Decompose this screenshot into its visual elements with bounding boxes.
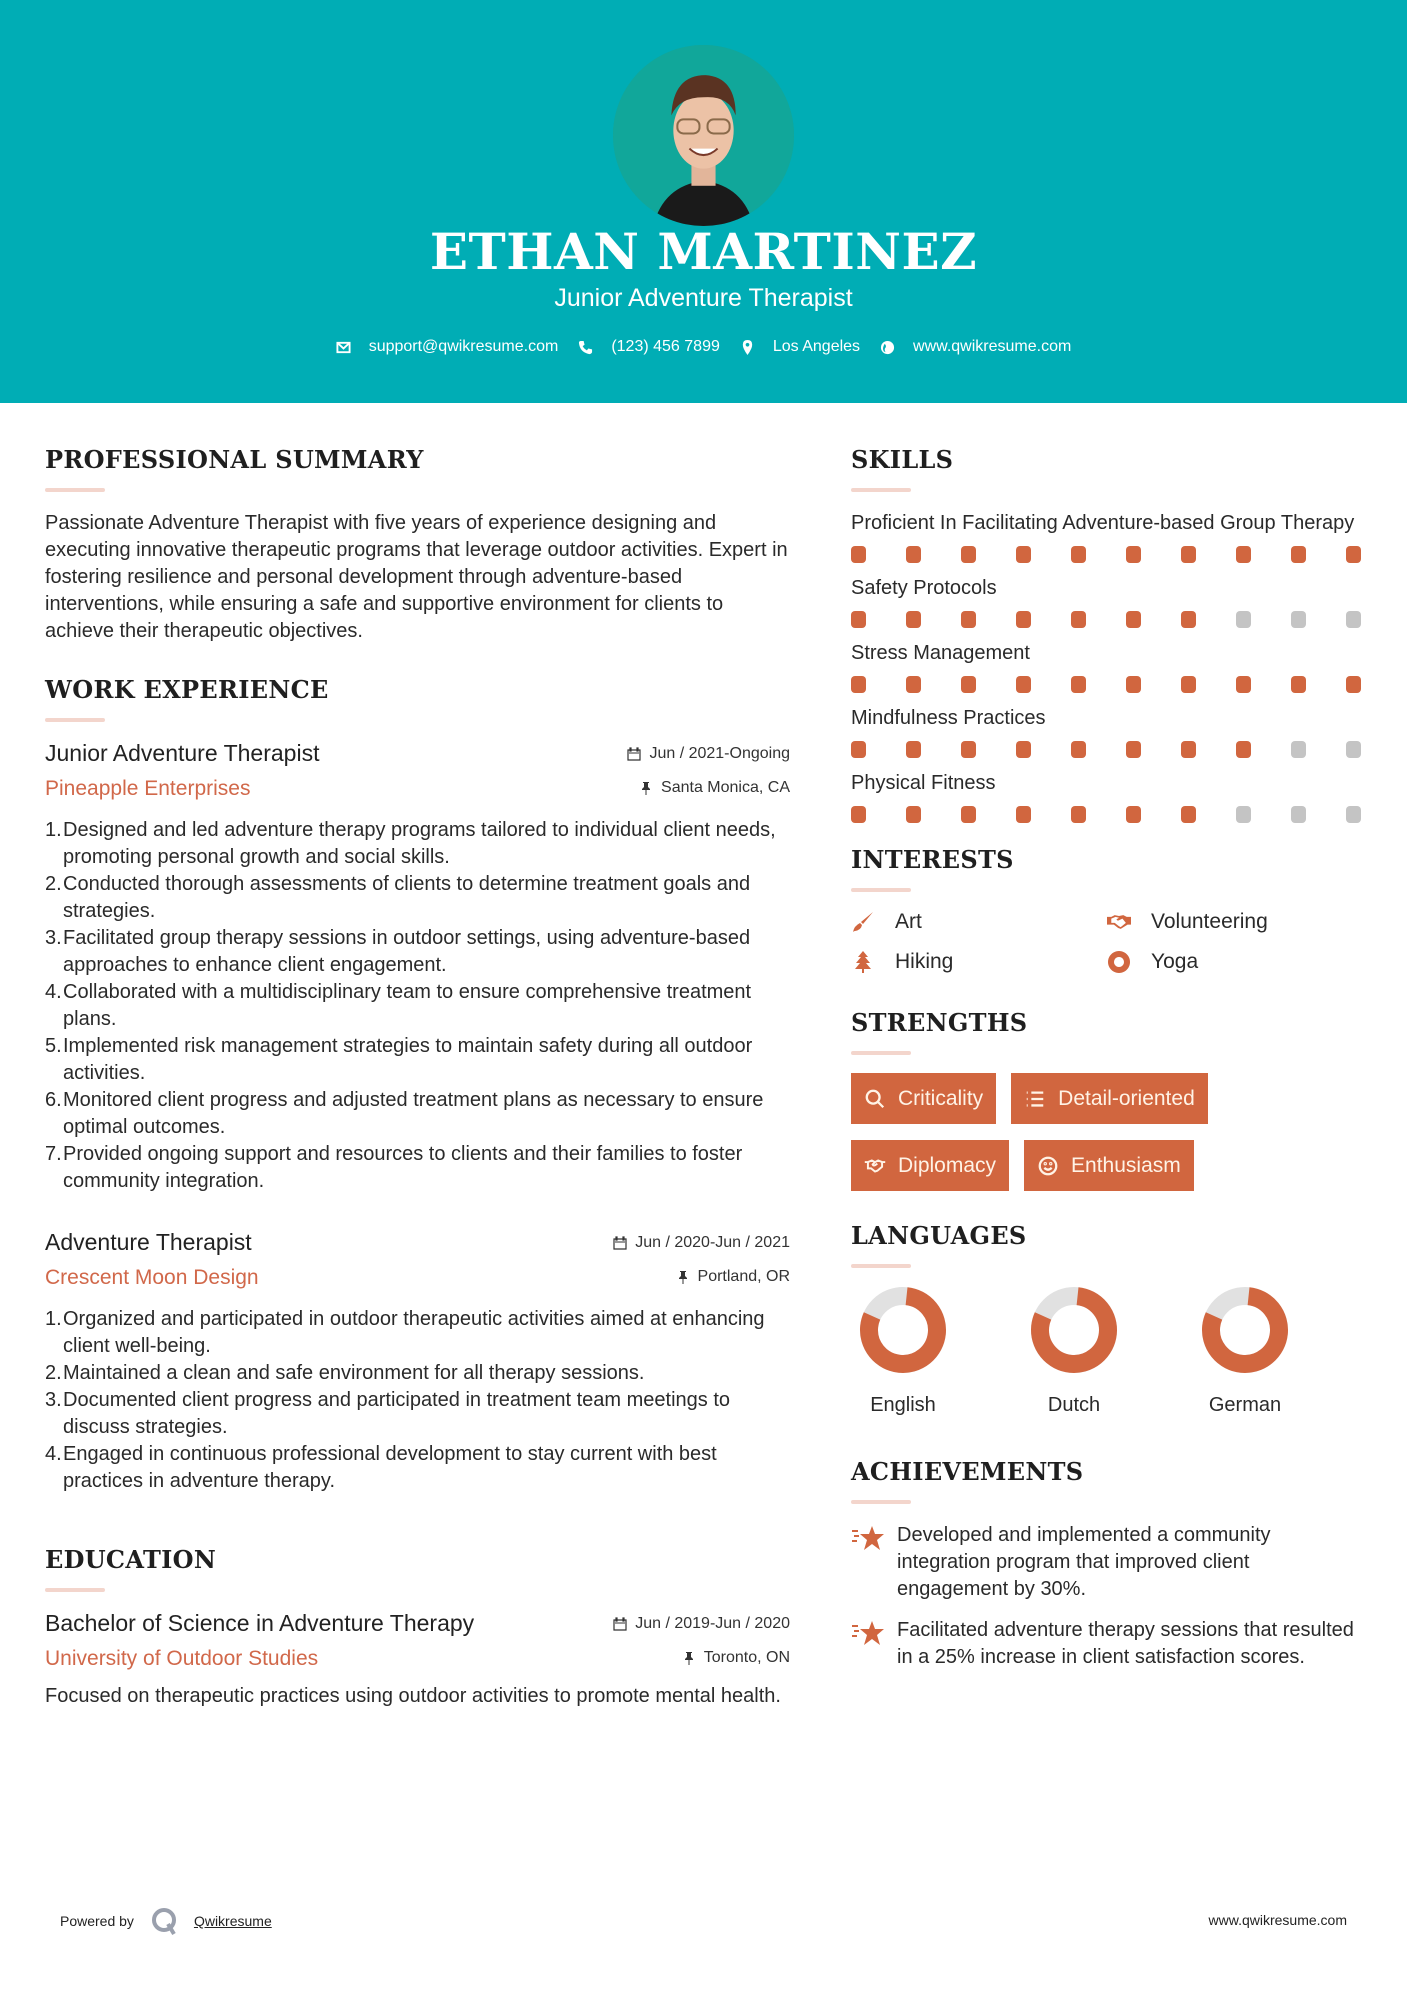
qwikresume-logo-icon xyxy=(150,1906,180,1936)
interests-heading: INTERESTS xyxy=(851,845,1014,874)
language-name: English xyxy=(870,1394,936,1416)
rating-dot xyxy=(1236,611,1251,628)
education-heading: EDUCATION xyxy=(45,1545,217,1574)
strength-badge: Diplomacy xyxy=(851,1140,1009,1191)
rating-dot xyxy=(1346,611,1361,628)
pushpin-icon xyxy=(639,781,653,795)
rating-dot xyxy=(1181,546,1196,563)
contact-phone-text: (123) 456 7899 xyxy=(611,338,720,355)
rating-dot xyxy=(1181,806,1196,823)
footer xyxy=(0,1900,1407,1940)
map-pin-icon xyxy=(740,340,755,355)
contact-bar xyxy=(0,338,1407,356)
rating-dot xyxy=(1126,611,1141,628)
rating-dot xyxy=(1181,611,1196,628)
interest-item: Hiking xyxy=(851,950,1107,974)
experience-section xyxy=(45,675,790,1495)
list-icon xyxy=(1024,1088,1046,1110)
rating-dot xyxy=(1126,676,1141,693)
list-item: 4. Engaged in continuous professional development to stay current with best practices in adventure therapy. xyxy=(45,1443,717,1492)
language-item xyxy=(1193,1286,1364,1417)
language-donut-chart xyxy=(1030,1286,1118,1374)
section-divider xyxy=(851,1051,911,1055)
rating-dot xyxy=(906,741,921,758)
rating-dot xyxy=(1346,741,1361,758)
rating-dot xyxy=(1181,676,1196,693)
calendar-icon xyxy=(613,1617,627,1631)
section-divider xyxy=(45,488,105,492)
skill-rating xyxy=(851,741,1366,758)
rating-dot xyxy=(1236,546,1251,563)
rating-dot xyxy=(961,676,976,693)
skill-rating xyxy=(851,546,1366,563)
skill-name: Mindfulness Practices xyxy=(851,707,1046,729)
job-responsibilities xyxy=(45,1306,790,1495)
strength-badge: Detail-oriented xyxy=(1011,1073,1208,1124)
list-item: 7. Provided ongoing support and resources to clients and their families to foster community integration. xyxy=(45,1143,743,1192)
pushpin-icon xyxy=(676,1270,690,1284)
job-dates: Jun / 2021-Ongoing xyxy=(627,745,790,763)
list-item: 5. Implemented risk management strategies to maintain safety during all outdoor activities. xyxy=(45,1035,753,1084)
job-title: Adventure Therapist xyxy=(45,1229,252,1255)
smile-icon xyxy=(1037,1155,1059,1177)
education-location: Toronto, ON xyxy=(682,1649,790,1667)
rating-dot xyxy=(851,546,866,563)
achievement-item: Developed and implemented a community integration program that improved client engagement by 30%. xyxy=(851,1522,1366,1603)
rating-dot xyxy=(961,611,976,628)
section-divider xyxy=(45,718,105,722)
rating-dot xyxy=(1291,546,1306,563)
job-entry xyxy=(45,1229,790,1495)
language-item xyxy=(1022,1286,1193,1417)
summary-section xyxy=(45,445,790,645)
job-entry xyxy=(45,740,790,1195)
rating-dot xyxy=(1016,676,1031,693)
skill-name: Stress Management xyxy=(851,642,1030,664)
globe-icon xyxy=(880,340,895,355)
list-item: 3. Documented client progress and participated in treatment team meetings to discuss strategies. xyxy=(45,1389,731,1438)
rating-dot xyxy=(906,611,921,628)
contact-location-text: Los Angeles xyxy=(772,338,861,355)
contact-phone[interactable] xyxy=(578,338,720,356)
skills-heading: SKILLS xyxy=(851,445,954,474)
rating-dot xyxy=(1126,546,1141,563)
star-achievement-icon xyxy=(851,1619,885,1647)
achievement-item: Facilitated adventure therapy sessions that resulted in a 25% increase in client satisfaction scores. xyxy=(851,1617,1366,1671)
skill-name: Physical Fitness xyxy=(851,772,996,794)
company-name: Crescent Moon Design xyxy=(45,1266,259,1289)
footer-website[interactable]: www.qwikresume.com xyxy=(1208,1912,1347,1928)
left-column xyxy=(45,445,790,1710)
languages-heading: LANGUAGES xyxy=(851,1221,1027,1250)
rating-dot xyxy=(1071,806,1086,823)
rating-dot xyxy=(1236,741,1251,758)
skill-rating xyxy=(851,611,1366,628)
list-item: 6. Monitored client progress and adjusted treatment plans as necessary to ensure optimal outcomes. xyxy=(45,1089,764,1138)
rating-dot xyxy=(1016,611,1031,628)
rating-dot xyxy=(961,806,976,823)
summary-heading: PROFESSIONAL SUMMARY xyxy=(45,445,424,474)
section-divider xyxy=(851,488,911,492)
strengths-section xyxy=(851,1008,1366,1191)
rating-dot xyxy=(1236,806,1251,823)
language-name: Dutch xyxy=(1047,1394,1101,1416)
language-name: German xyxy=(1208,1394,1282,1416)
strength-badge: Enthusiasm xyxy=(1024,1140,1194,1191)
company-name: Pineapple Enterprises xyxy=(45,777,251,800)
job-title: Junior Adventure Therapist xyxy=(45,740,320,766)
rating-dot xyxy=(906,806,921,823)
tree-icon xyxy=(851,950,875,974)
handshake-icon xyxy=(864,1155,886,1177)
rating-dot xyxy=(1346,546,1361,563)
list-item: 4. Collaborated with a multidisciplinary team to ensure comprehensive treatment plans. xyxy=(45,981,752,1030)
list-item: 3. Facilitated group therapy sessions in outdoor settings, using adventure-based approaches to enhance client engagement. xyxy=(45,927,751,976)
strengths-heading: STRENGTHS xyxy=(851,1008,1028,1037)
qwikresume-link[interactable]: Qwikresume xyxy=(193,1913,272,1929)
education-dates: Jun / 2019-Jun / 2020 xyxy=(613,1615,790,1633)
envelope-icon xyxy=(336,340,351,355)
job-dates: Jun / 2020-Jun / 2021 xyxy=(613,1234,790,1252)
rating-dot xyxy=(1016,806,1031,823)
skill-name: Proficient In Facilitating Adventure-based Group Therapy xyxy=(851,512,1355,534)
list-item: 2. Maintained a clean and safe environment for all therapy sessions. xyxy=(45,1362,645,1384)
interest-item: Art xyxy=(851,910,1107,934)
lifebuoy-icon xyxy=(1107,950,1131,974)
section-divider xyxy=(851,888,911,892)
calendar-icon xyxy=(613,1236,627,1250)
interest-item: Yoga xyxy=(1107,950,1363,974)
rating-dot xyxy=(1071,741,1086,758)
rating-dot xyxy=(851,676,866,693)
skill-item xyxy=(851,575,1366,628)
interest-item: Volunteering xyxy=(1107,910,1363,934)
language-donut-chart xyxy=(1201,1286,1289,1374)
rating-dot xyxy=(961,741,976,758)
education-section xyxy=(45,1545,790,1710)
rating-dot xyxy=(851,611,866,628)
rating-dot xyxy=(1071,611,1086,628)
list-item: 1. Organized and participated in outdoor therapeutic activities aimed at enhancing client well-being. xyxy=(45,1308,765,1357)
powered-by: Powered by Qwikresume xyxy=(60,1906,272,1936)
skill-item xyxy=(851,705,1366,758)
list-item: 2. Conducted thorough assessments of clients to determine treatment goals and strategies. xyxy=(45,873,751,922)
rating-dot xyxy=(851,806,866,823)
experience-heading: WORK EXPERIENCE xyxy=(45,675,329,704)
section-divider xyxy=(851,1500,911,1504)
rating-dot xyxy=(1126,806,1141,823)
section-divider xyxy=(851,1264,911,1268)
search-icon xyxy=(864,1088,886,1110)
strength-badge: Criticality xyxy=(851,1073,996,1124)
strengths-list xyxy=(851,1073,1311,1191)
contact-email[interactable] xyxy=(336,338,559,356)
languages-section xyxy=(851,1221,1366,1417)
contact-website[interactable] xyxy=(880,338,1071,356)
languages-list xyxy=(851,1286,1366,1417)
contact-email-text: support@qwikresume.com xyxy=(368,338,559,355)
candidate-name: ETHAN MARTINEZ xyxy=(429,222,978,281)
job-responsibilities xyxy=(45,817,790,1195)
education-description: Focused on therapeutic practices using outdoor activities to promote mental health. xyxy=(45,1685,781,1707)
rating-dot xyxy=(906,676,921,693)
paintbrush-icon xyxy=(851,910,875,934)
avatar-illustration xyxy=(613,45,794,226)
rating-dot xyxy=(1291,806,1306,823)
interests-section xyxy=(851,845,1366,974)
skill-item xyxy=(851,510,1366,563)
calendar-icon xyxy=(627,747,641,761)
skill-rating xyxy=(851,676,1366,693)
school-name: University of Outdoor Studies xyxy=(45,1647,319,1670)
degree-title: Bachelor of Science in Adventure Therapy xyxy=(45,1610,475,1636)
rating-dot xyxy=(1181,741,1196,758)
job-location: Santa Monica, CA xyxy=(639,779,790,797)
language-donut-chart xyxy=(859,1286,947,1374)
list-item: 1. Designed and led adventure therapy programs tailored to individual client needs, promoting personal growth and social skills. xyxy=(45,819,776,868)
skill-name: Safety Protocols xyxy=(851,577,997,599)
rating-dot xyxy=(1346,676,1361,693)
rating-dot xyxy=(1016,741,1031,758)
contact-location xyxy=(740,338,860,356)
rating-dot xyxy=(1071,676,1086,693)
interests-list xyxy=(851,910,1366,974)
pushpin-icon xyxy=(682,1651,696,1665)
achievements-section xyxy=(851,1457,1366,1671)
rating-dot xyxy=(851,741,866,758)
phone-icon xyxy=(578,340,593,355)
skill-item xyxy=(851,640,1366,693)
rating-dot xyxy=(1291,611,1306,628)
language-item xyxy=(851,1286,1022,1417)
summary-text: Passionate Adventure Therapist with five years of experience designing and executing innovative therapeutic programs that leverage outdoor activities. Expert in fostering resilience and personal development through adventure-based interventions, while ensuring a safe and supportive environment for clients to achieve their therapeutic objectives. xyxy=(45,512,788,642)
rating-dot xyxy=(1126,741,1141,758)
skills-list xyxy=(851,510,1366,823)
profile-photo xyxy=(613,45,794,226)
skills-section xyxy=(851,445,1366,823)
skill-item xyxy=(851,770,1366,823)
resume-header xyxy=(0,0,1407,403)
rating-dot xyxy=(1071,546,1086,563)
achievements-heading: ACHIEVEMENTS xyxy=(851,1457,1084,1486)
rating-dot xyxy=(1236,676,1251,693)
contact-website-text: www.qwikresume.com xyxy=(913,338,1072,355)
rating-dot xyxy=(906,546,921,563)
rating-dot xyxy=(1291,741,1306,758)
handshake-icon xyxy=(1107,910,1131,934)
rating-dot xyxy=(1016,546,1031,563)
rating-dot xyxy=(1346,806,1361,823)
job-location: Portland, OR xyxy=(676,1268,790,1286)
rating-dot xyxy=(1291,676,1306,693)
section-divider xyxy=(45,1588,105,1592)
candidate-title: Junior Adventure Therapist xyxy=(554,284,853,312)
right-column xyxy=(851,445,1366,1685)
rating-dot xyxy=(961,546,976,563)
star-achievement-icon xyxy=(851,1524,885,1552)
skill-rating xyxy=(851,806,1366,823)
